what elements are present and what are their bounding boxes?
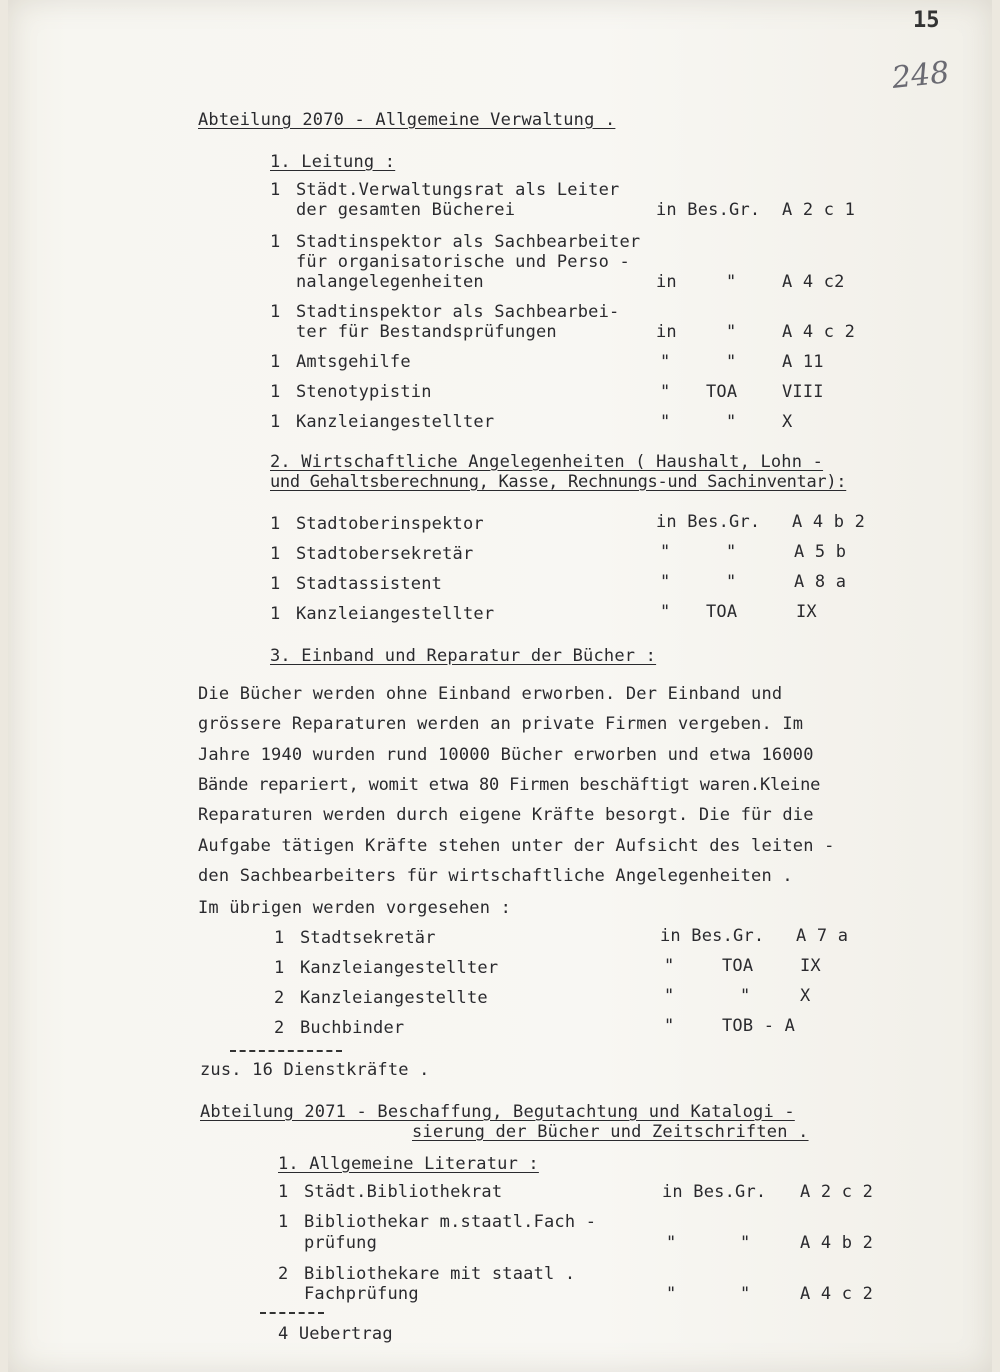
row-title: Bibliothekare mit staatl .	[304, 1264, 576, 1284]
row-ditto: "	[740, 986, 751, 1006]
dept-2071-title-cont: sierung der Bücher und Zeitschriften .	[412, 1122, 809, 1142]
row-ditto: "	[664, 956, 675, 976]
row-ditto: "	[660, 412, 671, 432]
handwritten-folio-number: 248	[890, 55, 951, 96]
row-title-cont: der gesamten Bücherei	[296, 200, 516, 220]
row-grade: A 2 c 1	[782, 200, 856, 220]
row-ditto: "	[660, 572, 671, 592]
row-count: 1	[278, 1212, 289, 1232]
dept-2071-title: Abteilung 2071 - Beschaffung, Begutachtung und Katalogi -	[200, 1102, 795, 1122]
row-count: 1	[274, 958, 285, 978]
row-ditto: "	[666, 1284, 677, 1304]
row-grade: VIII	[782, 382, 824, 402]
row-ditto: "	[726, 542, 737, 562]
row-count: 1	[270, 352, 281, 372]
total-staff: zus. 16 Dienstkräfte .	[200, 1060, 430, 1080]
row-grade: X	[800, 986, 811, 1006]
row-ditto: "	[660, 602, 671, 622]
row-title-cont: prüfung	[304, 1233, 378, 1253]
row-title: Amtsgehilfe	[296, 352, 411, 372]
row-title: Buchbinder	[300, 1018, 405, 1038]
row-title-cont: für organisatorische und Perso -	[296, 252, 630, 272]
section-wirtschaft-heading-cont: und Gehaltsberechnung, Kasse, Rechnungs-und Sachinventar):	[270, 472, 847, 492]
carry-divider	[260, 1312, 324, 1314]
row-pay-group: in Bes.Gr.	[656, 200, 761, 220]
paragraph-line: Jahre 1940 wurden rund 10000 Bücher erworben und etwa 16000	[198, 745, 814, 765]
row-ditto: "	[664, 986, 675, 1006]
row-grade: A 11	[782, 352, 824, 372]
row-title: Kanzleiangestellter	[296, 412, 495, 432]
row-count: 1	[270, 514, 281, 534]
page-number: 15	[913, 8, 940, 33]
row-ditto: "	[726, 272, 737, 292]
section-einband-heading: 3. Einband und Reparatur der Bücher :	[270, 646, 657, 666]
row-pay-group: in Bes.Gr.	[660, 926, 765, 946]
row-count: 1	[270, 604, 281, 624]
row-grade: IX	[800, 956, 821, 976]
row-ditto: "	[660, 352, 671, 372]
row-ditto: "	[740, 1284, 751, 1304]
row-tariff: TOA	[706, 602, 738, 622]
row-pay-group: in	[656, 322, 677, 342]
row-pay-group: in Bes.Gr.	[662, 1182, 767, 1202]
row-grade: A 4 c2	[782, 272, 845, 292]
row-ditto: "	[660, 542, 671, 562]
row-tariff: TOA	[706, 382, 738, 402]
row-tariff: TOA	[722, 956, 754, 976]
paragraph-line: Aufgabe tätigen Kräfte stehen unter der Aufsicht des leiten -	[198, 836, 835, 856]
row-title: Stadtobersekretär	[296, 544, 474, 564]
row-title: Stadtassistent	[296, 574, 443, 594]
row-ditto: "	[726, 572, 737, 592]
paragraph-line: Bände repariert, womit etwa 80 Firmen beschäftigt waren.Kleine	[198, 775, 821, 795]
row-ditto: "	[726, 412, 737, 432]
row-title: Stadtinspektor als Sachbearbeiter	[296, 232, 641, 252]
row-title: Städt.Bibliothekrat	[304, 1182, 503, 1202]
row-tariff: TOB - A	[722, 1016, 796, 1036]
row-count: 1	[270, 302, 281, 322]
section-wirtschaft-heading: 2. Wirtschaftliche Angelegenheiten ( Haushalt, Lohn -	[270, 452, 824, 472]
row-count: 1	[278, 1182, 289, 1202]
row-title: Kanzleiangestellter	[296, 604, 495, 624]
paragraph-line: grössere Reparaturen werden an private Firmen vergeben. Im	[198, 714, 804, 734]
row-title: Stenotypistin	[296, 382, 432, 402]
row-ditto: "	[660, 382, 671, 402]
paragraph-line: Reparaturen werden durch eigene Kräfte besorgt. Die für die	[198, 805, 814, 825]
row-count: 1	[270, 544, 281, 564]
row-grade: A 4 b 2	[792, 512, 866, 532]
row-count: 1	[270, 180, 281, 200]
row-title-cont: nalangelegenheiten	[296, 272, 484, 292]
row-title: Stadtoberinspektor	[296, 514, 484, 534]
row-count: 1	[270, 232, 281, 252]
paragraph-line: Im übrigen werden vorgesehen :	[198, 898, 512, 918]
row-count: 1	[270, 382, 281, 402]
row-count: 1	[274, 928, 285, 948]
row-title: Stadtsekretär	[300, 928, 436, 948]
document-page	[8, 0, 992, 1372]
row-grade: A 7 a	[796, 926, 849, 946]
section-literatur-heading: 1. Allgemeine Literatur :	[278, 1154, 539, 1174]
row-ditto: "	[726, 322, 737, 342]
row-count: 1	[270, 574, 281, 594]
row-title: Bibliothekar m.staatl.Fach -	[304, 1212, 597, 1232]
sum-divider	[230, 1050, 342, 1052]
row-ditto: "	[740, 1233, 751, 1253]
row-count: 2	[274, 1018, 285, 1038]
row-ditto: "	[666, 1233, 677, 1253]
row-pay-group: in	[656, 272, 677, 292]
row-title-cont: ter für Bestandsprüfungen	[296, 322, 557, 342]
paragraph-line: den Sachbearbeiters für wirtschaftliche Angelegenheiten .	[198, 866, 793, 886]
row-grade: A 5 b	[794, 542, 847, 562]
section-leitung-heading: 1. Leitung :	[270, 152, 396, 172]
row-title: Städt.Verwaltungsrat als Leiter	[296, 180, 620, 200]
row-grade: A 4 c 2	[782, 322, 856, 342]
dept-2070-title: Abteilung 2070 - Allgemeine Verwaltung .	[198, 110, 616, 130]
row-title-cont: Fachprüfung	[304, 1284, 419, 1304]
row-grade: A 2 c 2	[800, 1182, 874, 1202]
row-title: Kanzleiangestellter	[300, 958, 499, 978]
row-count: 1	[270, 412, 281, 432]
carry-forward: 4 Uebertrag	[278, 1324, 393, 1344]
row-ditto: "	[726, 352, 737, 372]
row-count: 2	[274, 988, 285, 1008]
row-pay-group: in Bes.Gr.	[656, 512, 761, 532]
row-title: Kanzleiangestellte	[300, 988, 488, 1008]
row-grade: A 4 c 2	[800, 1284, 874, 1304]
paragraph-line: Die Bücher werden ohne Einband erworben. Der Einband und	[198, 684, 783, 704]
row-grade: A 8 a	[794, 572, 847, 592]
row-grade: A 4 b 2	[800, 1233, 874, 1253]
row-ditto: "	[664, 1016, 675, 1036]
row-count: 2	[278, 1264, 289, 1284]
row-title: Stadtinspektor als Sachbearbei-	[296, 302, 620, 322]
row-grade: IX	[796, 602, 817, 622]
row-grade: X	[782, 412, 793, 432]
